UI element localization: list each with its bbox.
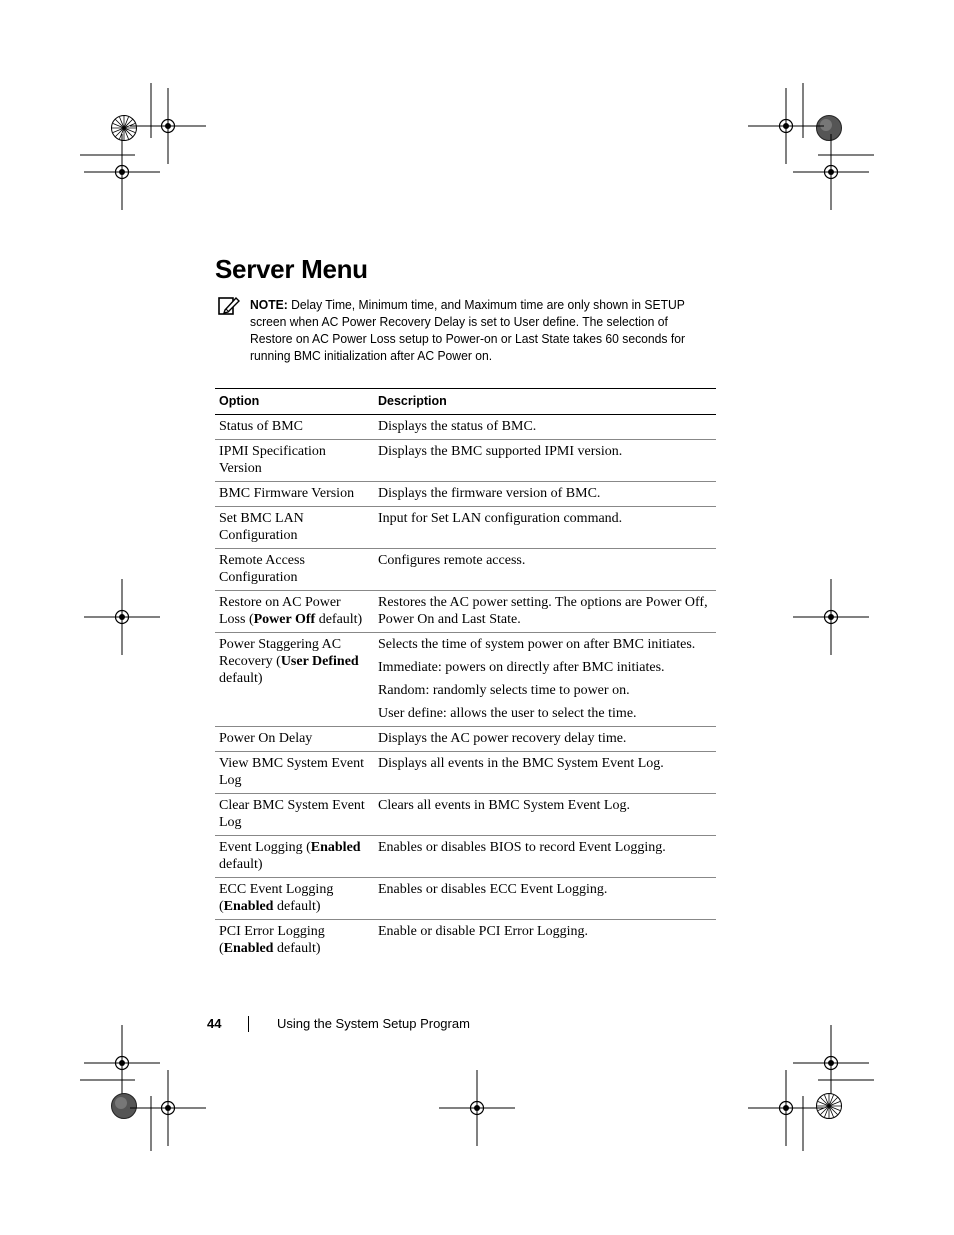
option-cell xyxy=(215,415,374,440)
note-text: Delay Time, Minimum time, and Maximum time are only shown in SETUP screen when AC Power Recovery Delay is set to User define. The selection of Restore on AC Power Loss setup to Power-on or Last State takes 60 seconds for running BMC initialization after AC Power on. xyxy=(250,297,685,363)
option-cell xyxy=(215,507,374,549)
table-row xyxy=(215,794,716,836)
table-row xyxy=(215,752,716,794)
option-cell xyxy=(215,549,374,591)
table-row xyxy=(215,482,716,507)
description-text: Enables or disables BIOS to record Event Logging. xyxy=(378,840,666,855)
description-text: Clears all events in BMC System Event Log. xyxy=(378,798,630,813)
option-text: default) xyxy=(315,612,363,627)
option-cell xyxy=(215,752,374,794)
description-text: Displays the AC power recovery delay time. xyxy=(378,731,627,746)
note-label: NOTE: xyxy=(250,297,288,312)
option-cell xyxy=(215,794,374,836)
option-cell xyxy=(215,633,374,727)
footer-divider xyxy=(248,1016,249,1032)
description-text: Configures remote access. xyxy=(378,553,526,568)
description-cell xyxy=(374,549,716,591)
table-row xyxy=(215,507,716,549)
description-cell xyxy=(374,415,716,440)
server-menu-table xyxy=(215,388,716,961)
option-text: Status of BMC xyxy=(219,419,304,434)
description-cell xyxy=(374,633,716,727)
description-text: Enables or disables ECC Event Logging. xyxy=(378,882,608,897)
table-row xyxy=(215,633,716,727)
table-row xyxy=(215,836,716,878)
description-text: Immediate: powers on directly after BMC initiates. xyxy=(378,660,665,675)
table-row xyxy=(215,878,716,920)
table-row xyxy=(215,440,716,482)
option-cell xyxy=(215,727,374,752)
table-row xyxy=(215,727,716,752)
option-text: Power Staggering AC Recovery ( xyxy=(219,637,342,669)
option-text: default) xyxy=(273,941,321,956)
option-default-value: Power Off xyxy=(253,612,316,627)
table-row xyxy=(215,415,716,440)
table-row xyxy=(215,920,716,962)
table-row xyxy=(215,591,716,633)
option-text: View BMC System Event Log xyxy=(219,756,364,788)
option-cell xyxy=(215,482,374,507)
option-text: PCI Error Logging ( xyxy=(219,924,325,956)
page-title: Server Menu xyxy=(215,254,368,284)
description-text: Displays the status of BMC. xyxy=(378,419,537,434)
footer-section-title: Using the System Setup Program xyxy=(277,1016,470,1031)
description-text: Input for Set LAN configuration command. xyxy=(378,511,623,526)
description-text: Selects the time of system power on after BMC initiates. xyxy=(378,637,696,652)
description-cell xyxy=(374,752,716,794)
description-cell xyxy=(374,794,716,836)
column-header-description: Description xyxy=(374,389,716,415)
option-default-value: Enabled xyxy=(310,840,361,855)
description-cell xyxy=(374,920,716,962)
note-pencil-icon xyxy=(218,296,240,316)
option-text: Restore on AC Power Loss ( xyxy=(219,595,341,627)
option-default-value: Enabled xyxy=(223,941,274,956)
description-text: Displays the BMC supported IPMI version. xyxy=(378,444,623,459)
description-text: Enable or disable PCI Error Logging. xyxy=(378,924,588,939)
option-text: Event Logging ( xyxy=(219,840,311,855)
description-cell xyxy=(374,440,716,482)
description-cell xyxy=(374,878,716,920)
description-cell xyxy=(374,507,716,549)
page-number: 44 xyxy=(207,1016,222,1031)
description-text: User define: allows the user to select the time. xyxy=(378,706,637,721)
description-cell xyxy=(374,482,716,507)
option-text: Power On Delay xyxy=(219,731,313,746)
table-header-row xyxy=(215,389,716,415)
option-cell xyxy=(215,878,374,920)
option-cell xyxy=(215,836,374,878)
option-text: default) xyxy=(219,857,263,872)
description-text: Restores the AC power setting. The options are Power Off, Power On and Last State. xyxy=(378,595,708,627)
table-row xyxy=(215,549,716,591)
option-text: BMC Firmware Version xyxy=(219,486,355,501)
option-text: default) xyxy=(273,899,321,914)
option-text: IPMI Specification Version xyxy=(219,444,326,476)
column-header-option: Option xyxy=(215,389,374,415)
note-block xyxy=(250,296,710,364)
description-text: Displays the firmware version of BMC. xyxy=(378,486,601,501)
option-cell xyxy=(215,440,374,482)
option-text: Set BMC LAN Configuration xyxy=(219,511,304,543)
description-cell xyxy=(374,727,716,752)
description-cell xyxy=(374,591,716,633)
description-cell xyxy=(374,836,716,878)
option-text: ECC Event Logging ( xyxy=(219,882,334,914)
option-default-value: User Defined xyxy=(280,654,359,669)
description-text: Displays all events in the BMC System Event Log. xyxy=(378,756,664,771)
option-cell xyxy=(215,591,374,633)
option-cell xyxy=(215,920,374,962)
option-default-value: Enabled xyxy=(223,899,274,914)
description-text: Random: randomly selects time to power on. xyxy=(378,683,630,698)
option-text: default) xyxy=(219,671,263,686)
option-text: Remote Access Configuration xyxy=(219,553,305,585)
option-text: Clear BMC System Event Log xyxy=(219,798,365,830)
